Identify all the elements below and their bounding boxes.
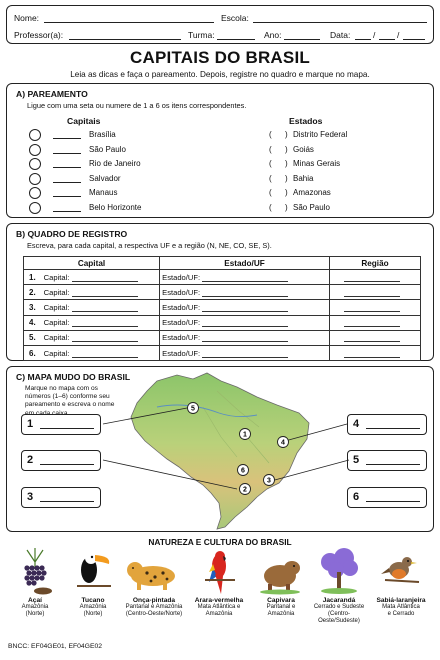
pairing-number-blank[interactable] bbox=[53, 167, 81, 168]
capital-cell[interactable]: 1. Capital: bbox=[24, 270, 160, 285]
page-title: CAPITAIS DO BRASIL bbox=[130, 48, 310, 67]
regiao-cell[interactable] bbox=[330, 315, 421, 330]
table-row bbox=[24, 330, 421, 345]
nature-title: NATUREZA E CULTURA DO BRASIL bbox=[148, 537, 292, 547]
capybara-icon bbox=[258, 546, 304, 596]
map-marker-4[interactable] bbox=[278, 437, 289, 448]
capital-cell[interactable]: 5. Capital: bbox=[24, 330, 160, 345]
date-separator: / bbox=[373, 30, 376, 40]
nature-card-desc: (Centro-Oeste/Norte) bbox=[125, 611, 183, 618]
toucan-icon bbox=[73, 546, 113, 596]
estado-paren-close[interactable]: ) bbox=[285, 130, 288, 139]
pairing-circle[interactable] bbox=[29, 202, 41, 214]
date-day-field[interactable] bbox=[355, 39, 371, 40]
nature-card bbox=[62, 546, 124, 618]
section-c-title: C) MAPA MUDO DO BRASIL bbox=[16, 372, 131, 382]
uf-cell[interactable]: Estado/UF: bbox=[160, 315, 330, 330]
nature-card-name: Açaí bbox=[28, 597, 42, 604]
professor-field[interactable] bbox=[69, 39, 181, 40]
map-box-2[interactable]: 2 bbox=[21, 450, 101, 471]
estado-item: Distrito Federal bbox=[293, 130, 348, 139]
capital-cell[interactable]: 2. Capital: bbox=[24, 285, 160, 300]
uf-cell[interactable]: Estado/UF: bbox=[160, 300, 330, 315]
nature-card bbox=[4, 546, 66, 618]
estado-item: Goiás bbox=[293, 144, 314, 154]
estado-paren-open[interactable]: ( bbox=[269, 188, 272, 198]
capital-cell[interactable]: 3. Capital: bbox=[24, 300, 160, 315]
capital-cell[interactable]: 4. Capital: bbox=[24, 315, 160, 330]
escola-label: Escola: bbox=[221, 13, 249, 23]
table-row bbox=[24, 345, 421, 360]
acai-icon bbox=[17, 546, 53, 596]
section-b-instruction: Escreva, para cada capital, a respectiva UF e a região (N, NE, CO, SE, S). bbox=[27, 241, 272, 250]
regiao-cell[interactable] bbox=[330, 345, 421, 360]
uf-cell[interactable]: Estado/UF: bbox=[160, 345, 330, 360]
svg-text:6: 6 bbox=[241, 467, 245, 475]
nature-card bbox=[370, 546, 432, 618]
nature-card bbox=[120, 546, 188, 618]
date-year-field[interactable] bbox=[403, 39, 425, 40]
section-mapa bbox=[6, 366, 434, 532]
nome-field[interactable] bbox=[44, 22, 214, 23]
professor-label: Professor(a): bbox=[14, 30, 64, 40]
capital-item: São Paulo bbox=[89, 144, 126, 154]
nature-card-name: Onça-pintada bbox=[132, 597, 176, 604]
map-marker-1[interactable] bbox=[240, 429, 251, 440]
map-box-5[interactable]: 5 bbox=[347, 450, 427, 471]
pairing-number-blank[interactable] bbox=[53, 153, 81, 154]
nature-card-desc: Mata Atlântica e bbox=[197, 604, 241, 610]
section-c-instruction: Marque no mapa com os números (1–6) conforme seu pareamento e escreva o nome em cada caixa. bbox=[25, 385, 115, 417]
svg-text:4: 4 bbox=[281, 439, 285, 447]
svg-text:1: 1 bbox=[243, 431, 247, 439]
brazil-shape bbox=[131, 373, 309, 529]
map-marker-5[interactable] bbox=[188, 403, 199, 414]
section-quadro bbox=[6, 223, 434, 361]
section-a-title: A) PAREAMENTO bbox=[16, 89, 88, 99]
table-row bbox=[24, 315, 421, 330]
macaw-icon bbox=[201, 546, 237, 596]
map-box-4[interactable]: 4 bbox=[347, 414, 427, 435]
nature-card-name: Jacarandá bbox=[322, 597, 356, 604]
nature-card-desc: Amazônia bbox=[267, 611, 295, 618]
pairing-number-blank[interactable] bbox=[53, 138, 81, 139]
section-b-title: B) QUADRO DE REGISTRO bbox=[16, 229, 128, 239]
estado-paren-open[interactable]: ( bbox=[269, 203, 272, 212]
jaguar-icon bbox=[125, 546, 183, 596]
nature-card-name: Tucano bbox=[81, 597, 105, 604]
nature-card-desc: Pantanal e bbox=[266, 604, 296, 610]
estado-paren-open[interactable]: ( bbox=[269, 144, 272, 154]
table-header-uf: Estado/UF bbox=[160, 257, 330, 270]
estado-paren-open[interactable]: ( bbox=[269, 159, 272, 169]
map-marker-6[interactable] bbox=[238, 465, 249, 476]
svg-text:5: 5 bbox=[191, 405, 195, 413]
nature-card-desc: e Cerrado bbox=[387, 611, 415, 618]
regiao-cell[interactable] bbox=[330, 270, 421, 285]
nature-card-name: Sabiá-laranjeira bbox=[376, 597, 426, 604]
ano-label: Ano: bbox=[264, 30, 282, 40]
nature-card bbox=[250, 546, 312, 618]
table-row bbox=[24, 285, 421, 300]
table-row bbox=[24, 270, 421, 285]
page-subtitle: Leia as dicas e faça o pareamento. Depois, registre no quadro e marque no mapa. bbox=[70, 70, 370, 79]
ano-field[interactable] bbox=[284, 39, 320, 40]
map-box-6[interactable]: 6 bbox=[347, 487, 427, 508]
data-label: Data: bbox=[330, 30, 351, 40]
date-month-field[interactable] bbox=[379, 39, 395, 40]
nature-card-desc: Amazônia bbox=[21, 604, 49, 610]
estado-paren-open[interactable]: ( bbox=[269, 130, 272, 139]
thrush-bird-icon bbox=[381, 546, 421, 596]
nature-card-desc: (Norte) bbox=[83, 611, 103, 618]
nature-card-desc: Pantanal e Amazônia bbox=[125, 604, 183, 610]
estado-paren-close[interactable]: ) bbox=[285, 159, 288, 169]
student-info-box bbox=[6, 5, 434, 44]
section-a-instruction: Ligue com uma seta ou numere de 1 a 6 os itens correspondentes. bbox=[27, 101, 247, 110]
pairing-circle[interactable] bbox=[29, 158, 41, 170]
estados-header: Estados bbox=[289, 116, 323, 126]
capital-item: Belo Horizonte bbox=[89, 203, 142, 212]
nature-card-name: Capivara bbox=[267, 597, 295, 604]
estado-paren-close[interactable]: ) bbox=[285, 173, 288, 183]
uf-cell[interactable]: Estado/UF: bbox=[160, 270, 330, 285]
nature-card-desc: (Centro-Oeste/Sudeste) bbox=[318, 611, 360, 625]
svg-text:2: 2 bbox=[243, 486, 247, 494]
jacaranda-tree-icon bbox=[316, 546, 362, 596]
turma-label: Turma: bbox=[188, 30, 215, 40]
regiao-cell[interactable] bbox=[330, 285, 421, 300]
turma-field[interactable] bbox=[217, 39, 255, 40]
table-header-regiao: Região bbox=[330, 257, 421, 270]
capital-cell[interactable]: 6. Capital: bbox=[24, 345, 160, 360]
estado-item: Amazonas bbox=[293, 188, 331, 198]
registro-table bbox=[23, 256, 421, 361]
nature-card-desc: Cerrado e Sudeste bbox=[313, 604, 365, 610]
pairing-circle[interactable] bbox=[29, 129, 41, 141]
date-separator: / bbox=[397, 30, 400, 40]
nature-card-name: Arara-vermelha bbox=[194, 597, 244, 604]
nature-card-desc: Amazônia bbox=[79, 604, 107, 610]
table-header-capital: Capital bbox=[24, 257, 160, 270]
pairing-circle[interactable] bbox=[29, 173, 41, 185]
capital-item: Brasília bbox=[89, 130, 116, 139]
table-row bbox=[24, 300, 421, 315]
estado-paren-close[interactable]: ) bbox=[285, 203, 288, 212]
capital-item: Manaus bbox=[89, 188, 118, 198]
nature-card-desc: Amazônia bbox=[205, 611, 233, 618]
uf-cell[interactable]: Estado/UF: bbox=[160, 330, 330, 345]
map-marker-3[interactable] bbox=[264, 475, 275, 486]
svg-text:3: 3 bbox=[267, 477, 271, 485]
escola-field[interactable] bbox=[253, 22, 427, 23]
nature-card bbox=[188, 546, 250, 618]
nature-card bbox=[308, 546, 370, 626]
regiao-cell[interactable] bbox=[330, 330, 421, 345]
section-pareamento bbox=[6, 83, 434, 218]
nature-card-desc: (Norte) bbox=[25, 611, 45, 618]
map-marker-2[interactable] bbox=[240, 484, 251, 495]
capital-item: Rio de Janeiro bbox=[89, 159, 141, 169]
map-box-3[interactable]: 3 bbox=[21, 487, 101, 508]
bncc-codes: BNCC: EF04GE01, EF04GE02 bbox=[8, 643, 103, 650]
nature-card-desc: Mata Atlântica bbox=[382, 604, 420, 610]
estado-paren-open[interactable]: ( bbox=[269, 173, 272, 183]
regiao-cell[interactable] bbox=[330, 300, 421, 315]
estado-paren-close[interactable]: ) bbox=[285, 144, 288, 154]
pairing-number-blank[interactable] bbox=[53, 182, 81, 183]
pairing-number-blank[interactable] bbox=[53, 211, 81, 212]
pairing-circle[interactable] bbox=[29, 144, 41, 156]
estado-item: Bahia bbox=[293, 173, 314, 183]
capital-item: Salvador bbox=[89, 173, 121, 183]
pairing-number-blank[interactable] bbox=[53, 196, 81, 197]
nome-label: Nome: bbox=[14, 13, 40, 23]
pairing-circle[interactable] bbox=[29, 187, 41, 199]
estado-item: Minas Gerais bbox=[293, 159, 341, 169]
estado-paren-close[interactable]: ) bbox=[285, 188, 288, 198]
map-box-1[interactable]: 1 bbox=[21, 414, 101, 435]
estado-item: São Paulo bbox=[293, 203, 330, 212]
capitais-header: Capitais bbox=[67, 116, 101, 126]
uf-cell[interactable]: Estado/UF: bbox=[160, 285, 330, 300]
